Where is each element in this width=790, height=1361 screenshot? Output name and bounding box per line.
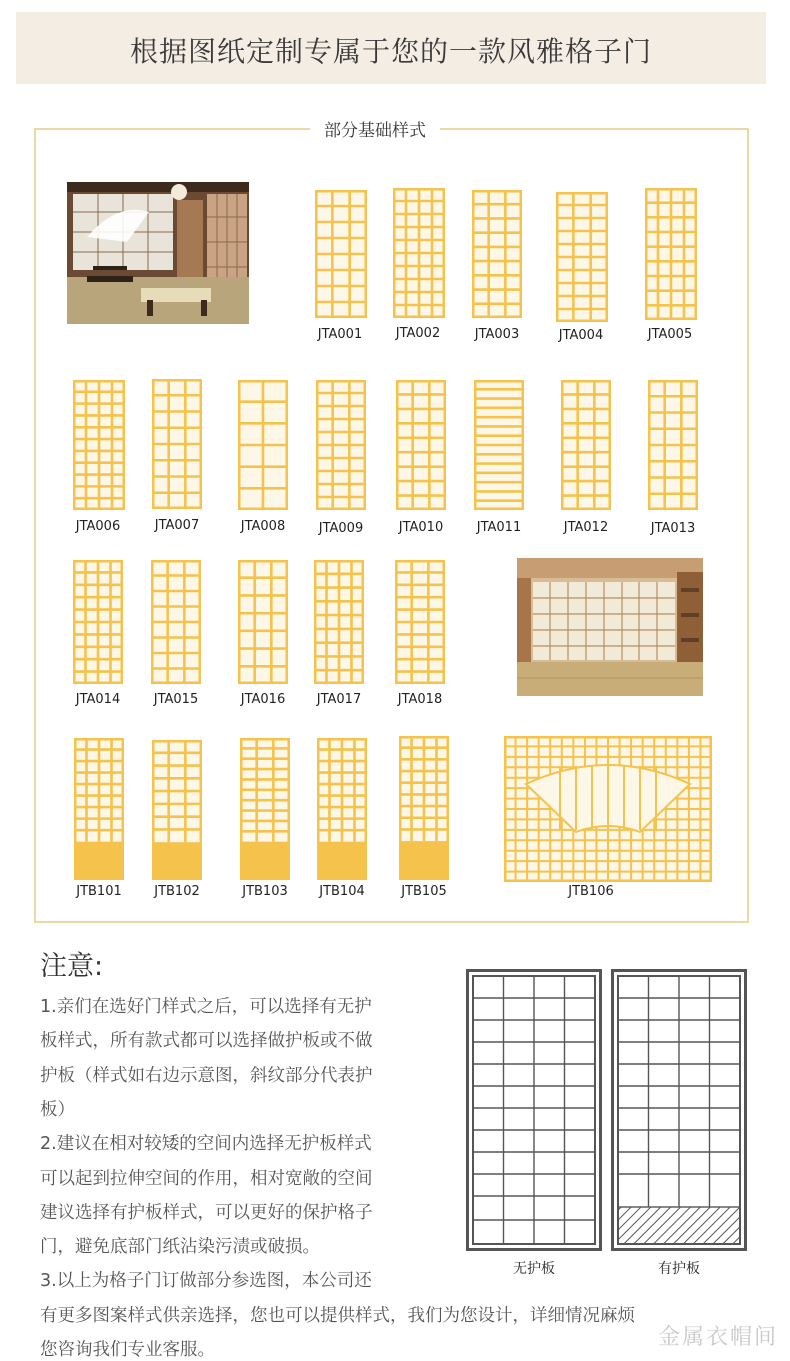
door-style-jtb103: [240, 738, 290, 880]
room-photo-japanese: [67, 182, 249, 324]
door-style-label: JTA015: [153, 692, 199, 707]
door-style-label: JTB104: [319, 884, 365, 899]
door-style-jta013: [648, 380, 698, 510]
notes-line: 有更多图案样式供亲选择，您也可以提供样式，我们为您设计，详细情况麻烦: [40, 1305, 635, 1326]
door-style-jtb102: [152, 740, 202, 880]
notes-line: 建议选择有护板样式，可以更好的保护格子: [40, 1202, 373, 1223]
notes-line: 门，避免底部门纸沾染污渍或破损。: [40, 1237, 320, 1258]
door-style-jta018: [395, 560, 445, 684]
door-style-jta015: [151, 560, 201, 684]
door-style-label: JTA001: [317, 327, 363, 342]
diagram-no-kickplate: [466, 969, 602, 1251]
notes-line: 护板（样式如右边示意图，斜纹部分代表护: [40, 1065, 373, 1086]
door-style-jta001: [315, 190, 367, 318]
door-style-jta008: [238, 380, 288, 510]
door-style-label: JTA016: [240, 692, 286, 707]
diagram-no-kickplate-label: 无护板: [513, 1261, 555, 1277]
notes-line: 板样式，所有款式都可以选择做护板或不做: [40, 1031, 373, 1052]
section-title: 部分基础样式: [310, 116, 440, 141]
door-style-jta017: [314, 560, 364, 684]
door-style-jtb104: [317, 738, 367, 880]
room-photo-tatami: [517, 558, 703, 696]
diagram-with-kickplate: [611, 969, 747, 1251]
door-style-jta002: [393, 188, 445, 318]
notes-line: 板）: [40, 1099, 75, 1120]
door-style-label: JTA012: [563, 520, 609, 535]
door-style-label: JTA009: [318, 521, 364, 536]
door-style-jta010: [396, 380, 446, 510]
door-style-jtb105: [399, 736, 449, 880]
door-style-jta006: [73, 380, 125, 510]
door-style-jta014: [73, 560, 123, 684]
door-style-label: JTA008: [240, 519, 286, 534]
notes-title: 注意:: [40, 951, 104, 982]
door-style-jta016: [238, 560, 288, 684]
door-style-label: JTA006: [75, 519, 121, 534]
door-style-label: JTA002: [395, 326, 441, 341]
door-style-label: JTB106: [568, 884, 614, 899]
door-style-label: JTA014: [75, 692, 121, 707]
door-style-jta003: [472, 190, 522, 318]
door-style-jta011: [474, 380, 524, 510]
door-style-label: JTA004: [558, 328, 604, 343]
door-style-label: JTA010: [398, 520, 444, 535]
notes-line: 3.以上为格子门订做部分参选图，本公司还: [40, 1271, 372, 1292]
door-style-jta005: [645, 188, 697, 320]
header-banner: [16, 12, 766, 84]
diagram-with-kickplate-label: 有护板: [658, 1261, 700, 1277]
page-title: 根据图纸定制专属于您的一款风雅格子门: [129, 35, 652, 68]
watermark: 金属衣帽间: [657, 1325, 778, 1350]
door-style-jta009: [316, 380, 366, 510]
door-style-label: JTA007: [154, 518, 200, 533]
door-style-label: JTB102: [154, 884, 200, 899]
door-style-jta007: [152, 379, 202, 509]
door-style-jta012: [561, 380, 611, 510]
door-style-label: JTA003: [474, 327, 520, 342]
door-style-label: JTB101: [76, 884, 122, 899]
door-style-jtb106: [504, 736, 712, 882]
door-style-jtb101: [74, 738, 124, 880]
notes-line: 2.建议在相对较矮的空间内选择无护板样式: [40, 1134, 372, 1155]
door-style-label: JTA013: [650, 521, 696, 536]
notes-line: 可以起到拉伸空间的作用，相对宽敞的空间: [40, 1168, 373, 1189]
door-style-label: JTA018: [397, 692, 443, 707]
door-style-label: JTB103: [242, 884, 288, 899]
door-style-jta004: [556, 192, 608, 322]
door-style-label: JTA005: [647, 327, 693, 342]
notes-line: 1.亲们在选好门样式之后，可以选择有无护: [40, 997, 372, 1017]
door-style-label: JTB105: [401, 884, 447, 899]
door-style-label: JTA017: [316, 692, 362, 707]
door-style-label: JTA011: [476, 520, 522, 535]
notes-line: 您咨询我们专业客服。: [40, 1340, 215, 1360]
